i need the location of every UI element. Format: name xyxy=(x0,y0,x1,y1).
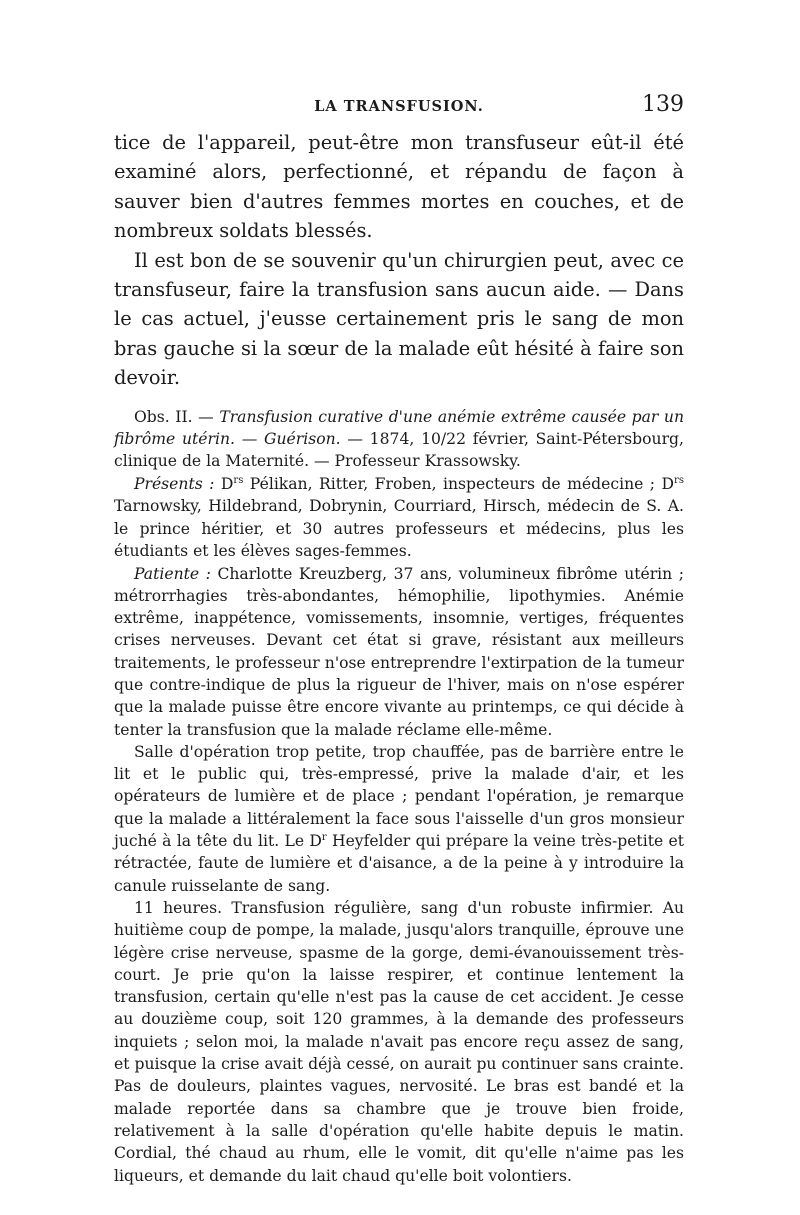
observation-block xyxy=(114,406,684,1187)
room-text-2: Heyfelder qui prépare la veine très-petite et rétractée, faute de lumière et d'aisance, a de la peine à y introduire la canule ruisselante de sang. xyxy=(114,832,684,895)
presents-dr-sup-2: rs xyxy=(674,474,684,486)
running-title: LA TRANSFUSION. xyxy=(314,98,484,115)
observation-presents xyxy=(114,473,684,563)
running-header xyxy=(114,92,684,128)
observation-transfusion: 11 heures. Transfusion régulière, sang d'un robuste infirmier. Au huitième coup de pompe, la malade, jusqu'alors tranquille, éprouve une légère crise nerveuse, spasme de la gorge, demi-évanouissement très-court. Je prie qu'on la laisse respirer, et continue lentement la transfusion, certain qu'elle n'est pas la cause de cet accident. Je cesse au douzième coup, soit 120 grammes, à la demande des professeurs inquiets ; selon moi, la malade n'avait pas encore reçu assez de sang, et puisque la crise avait déjà cessé, on aurait pu continuer sans crainte. Pas de douleurs, plaintes vagues, nervosité. Le bras est bandé et la malade reportée dans sa chambre que je trouve bien froide, relativement à la salle d'opération qu'elle habite depuis le matin. Cordial, thé chaud au rhum, elle le vomit, dit qu'elle n'aime pas les liqueurs, et demande du lait chaud qu'elle boit volontiers. xyxy=(114,898,684,1185)
presents-names-1: Pélikan, Ritter, Froben, inspecteurs de médecine ; xyxy=(243,474,656,493)
observation-label: Obs. II. — xyxy=(134,407,214,426)
observation-title: Transfusion curative d'une anémie extrême causée par un fibrôme utérin. — Guérison. xyxy=(114,407,684,449)
presents-label: Présents : xyxy=(134,474,215,493)
presents-dr-sup-1: rs xyxy=(233,474,244,486)
paragraph-surgeon-note xyxy=(114,246,684,393)
observation-heading xyxy=(114,406,684,473)
paragraph-continuation: tice de l'appareil, peut-être mon transfuseur eût-il été examiné alors, perfectionné, et répandu de façon à sauver bien d'autres femmes mortes en couches, et de nombreux soldats blessés. xyxy=(114,131,684,243)
observation-patient xyxy=(114,563,684,741)
paragraph-surgeon-note-text: Il est bon de se souvenir qu'un chirurgien peut, avec ce transfuseur, faire la transfusion sans aucun aide. — Dans le cas actuel, j'eusse certainement pris le sang de mon bras gauche si la sœur de la malade eût hésité à faire son devoir. xyxy=(114,248,684,390)
presents-names-2: Tarnowsky, Hildebrand, Dobrynin, Courriard, Hirsch, médecin de S. A. le prince héritier, et 30 autres professeurs et médecins, plus les étudiants et les élèves sages-femmes. xyxy=(114,497,684,561)
room-dr-sup: r xyxy=(321,831,327,843)
page-number: 139 xyxy=(642,92,684,117)
patient-text: Charlotte Kreuzberg, 37 ans, volumineux fibrôme utérin ; métrorrhagies très-abondantes, hémophilie, lipothymies. Anémie extrême, inappétence, vomissements, insomnie, vertiges, fréquentes crises nerveuses. Devant cet état si grave, résistant aux meilleurs traitements, le professeur n'ose entreprendre l'extirpation de la tumeur que contre-indique de plus la rigueur de l'hiver, mais on n'ose espérer que la malade puisse être encore vivante au printemps, ce qui décide à tenter la transfusion que la malade réclame elle-même. xyxy=(114,564,684,739)
book-page xyxy=(114,92,684,1187)
presents-dr-abbrev-1: D xyxy=(220,474,234,493)
patient-label: Patiente : xyxy=(134,564,211,583)
observation-date-place: — 1874, 10/22 février, Saint-Pétersbourg, clinique de la Maternité. — Professeur Krassowsky. xyxy=(114,430,684,471)
observation-room xyxy=(114,741,684,897)
presents-dr-abbrev-2: D xyxy=(661,474,675,493)
room-text: Salle d'opération trop petite, trop chauffée, pas de barrière entre le lit et le public qui, très-empressé, prive la malade d'air, et les opérateurs de lumière et de place ; pendant l'opération, je remarque que la malade a littéralement la face sous l'aisselle d'un gros monsieur juché à la tête du lit. Le D xyxy=(114,742,684,851)
